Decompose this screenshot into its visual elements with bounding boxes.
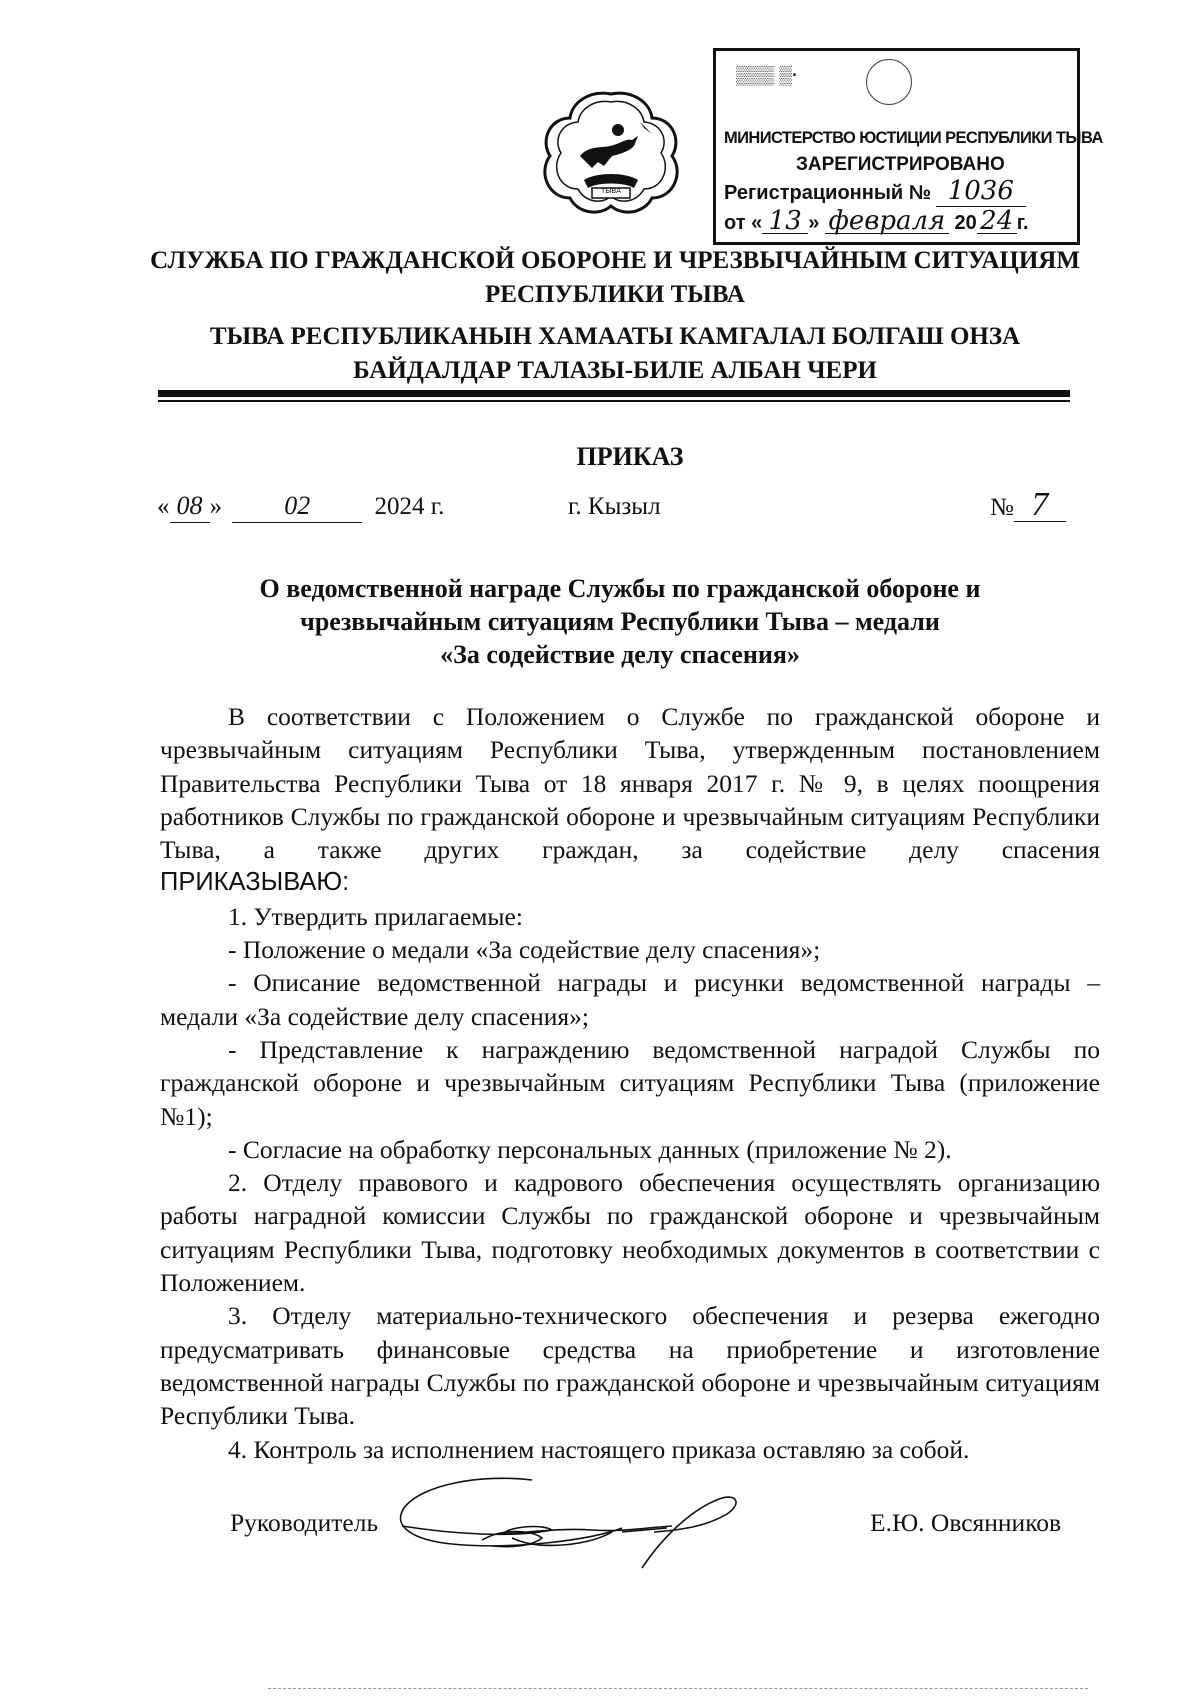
org-name-tyv-line2: БАЙДАЛДАР ТАЛАЗЫ-БИЛЕ АЛБАН ЧЕРИ [353,357,877,384]
order-title [200,572,1040,671]
registration-stamp [713,48,1103,245]
stamp-mid: » [808,212,820,234]
order-title-line3: «За содействие делу спасения» [440,640,800,669]
handwritten-signature [392,1468,762,1578]
stamp-date-row [724,206,1029,236]
order-body [160,700,1100,1466]
order-day: 08 [170,490,210,523]
org-name-ru-line1: СЛУЖБА ПО ГРАЖДАНСКОЙ ОБОРОНЕ И ЧРЕЗВЫЧАЙНЫМ СИТУАЦИЯМ [150,247,1080,274]
org-name-ru [0,244,1200,312]
stamp-from-label: от « [724,212,763,234]
stamp-reg-number: 1036 [936,176,1026,207]
signatory-position: Руководитель [230,1508,379,1537]
header-divider-thin [158,400,1070,402]
order-city: г. Кызыл [568,493,661,520]
item-1: 1. Утвердить прилагаемые: [228,901,523,931]
order-word: ПРИКАЗЫВАЮ: [160,868,350,897]
document-type: ПРИКАЗ [576,442,684,471]
order-title-line1: О ведомственной награде Службы по гражданской обороне и [259,574,981,603]
stamp-seal-circle [866,59,912,105]
intro-paragraph: В соответствии с Положением о Службе по гражданской обороне и чрезвычайным ситуациям Республики Тыва, утвержденным постановлением Правительства Республики Тыва от 18 января 2017 г. № 9, в целях поощрения работников Службы по гражданской обороне и чрезвычайным ситуациям Республики Тыва, а также других граждан, за содействие делу спасения [160,702,1100,865]
org-name-tyv-line1: ТЫВА РЕСПУБЛИКАНЫН ХАМААТЫ КАМГАЛАЛ БОЛГАШ ОНЗА [209,323,1021,350]
org-name-tyv [0,320,1200,388]
item-3: 3. Отделу материально-технического обеспечения и резерва ежегодно предусматривать финансовые средства на приобретение и изготовление ведомственной награды Службы по гражданской обороне и чрезвычайным ситуациям Республики Тыва. [160,1301,1100,1431]
order-number [990,486,1066,525]
stamp-year-prefix: 20 [954,212,977,234]
stamp-month: февраля [825,209,949,234]
stamp-seal-mark: ▒▒▒ ▒· [736,65,799,85]
signatory-name: Е.Ю. Овсянников [870,1508,1062,1537]
scan-edge-line [268,1688,1088,1689]
emblem-caption: ТЫВА [600,187,622,195]
header-divider [158,390,1070,397]
order-month: 02 [232,490,362,523]
item-1-a: - Положение о медали «За содействие делу спасения»; [228,935,821,965]
stamp-reg-number-row [724,176,1026,207]
stamp-day: 13 [762,209,808,234]
org-name-ru-line2: РЕСПУБЛИКИ ТЫВА [485,281,745,308]
stamp-reg-label: Регистрационный № [724,182,932,204]
order-date: « 08 » 02 2024 г. [157,489,444,525]
stamp-year-end: г. [1016,212,1029,234]
stamp-ministry: МИНИСТЕРСТВО ЮСТИЦИИ РЕСПУБЛИКИ ТЫВА [724,129,1103,147]
order-number-label: № [990,494,1014,521]
order-year: 2024 г. [374,493,445,520]
item-1-c: - Представление к награждению ведомственной наградой Службы по гражданской обороне и чрезвычайным ситуациям Республики Тыва (приложение №1); [160,1034,1100,1131]
item-2: 2. Отделу правового и кадрового обеспечения осуществлять организацию работы наградной комиссии Службы по гражданской обороне и чрезвычайным ситуациям Республики Тыва, подготовку необходимых документов в соответствии с Положением. [160,1168,1100,1298]
stamp-registered: ЗАРЕГИСТРИРОВАНО [796,154,1005,175]
stamp-year-suffix: 24 [977,209,1017,234]
item-1-d: - Согласие на обработку персональных данных (приложение № 2). [228,1134,952,1164]
order-number-value: 7 [1014,489,1066,522]
order-title-line2: чрезвычайным ситуациям Республики Тыва – медали [300,607,940,636]
item-1-b: - Описание ведомственной награды и рисунки ведомственной награды – медали «За содействие делу спасения»; [160,968,1100,1031]
item-4: 4. Контроль за исполнением настоящего приказа оставляю за собой. [228,1434,970,1464]
republic-emblem [540,88,682,216]
